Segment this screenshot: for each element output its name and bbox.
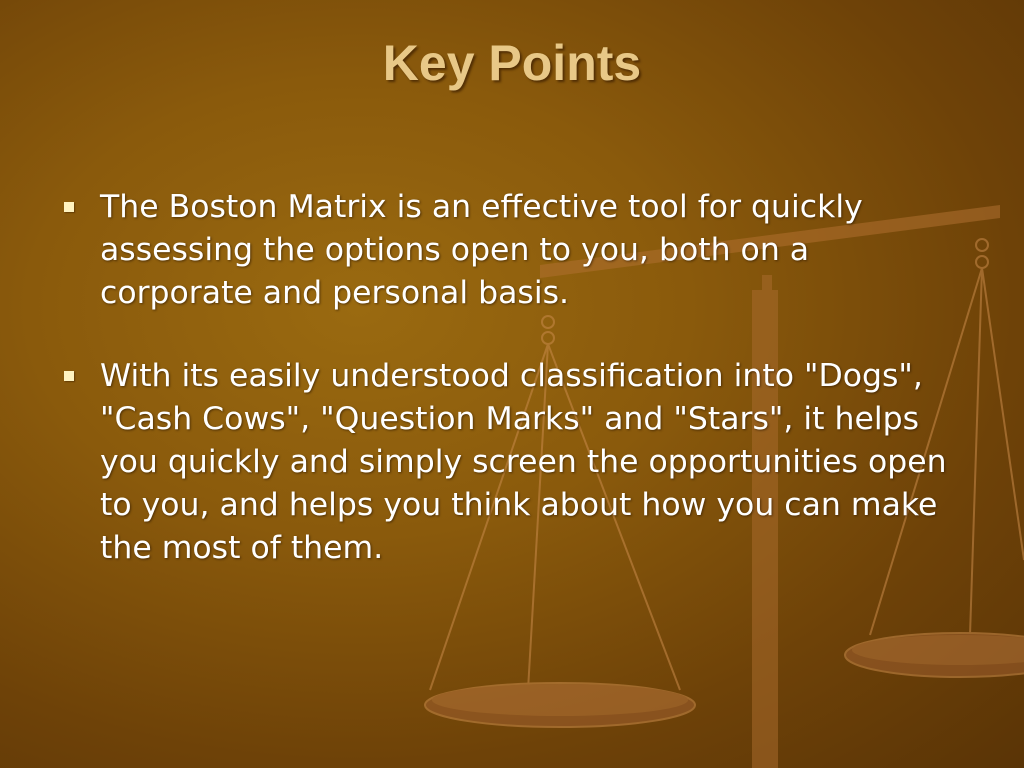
square-bullet-icon <box>64 371 74 381</box>
list-item <box>60 355 960 570</box>
slide-title: Key Points <box>382 35 642 91</box>
bullet-text: The Boston Matrix is an effective tool for quickly assessing the options open to you, both on a corporate and personal basis. <box>100 189 863 311</box>
list-item <box>60 186 960 315</box>
bullet-list <box>60 186 960 610</box>
square-bullet-icon <box>64 202 74 212</box>
bullet-text: With its easily understood classification into "Dogs", "Cash Cows", "Question Marks" and "Stars", it helps you quickly and simply screen the opportunities open to you, and helps you think about how you can make the most of them. <box>100 358 947 566</box>
